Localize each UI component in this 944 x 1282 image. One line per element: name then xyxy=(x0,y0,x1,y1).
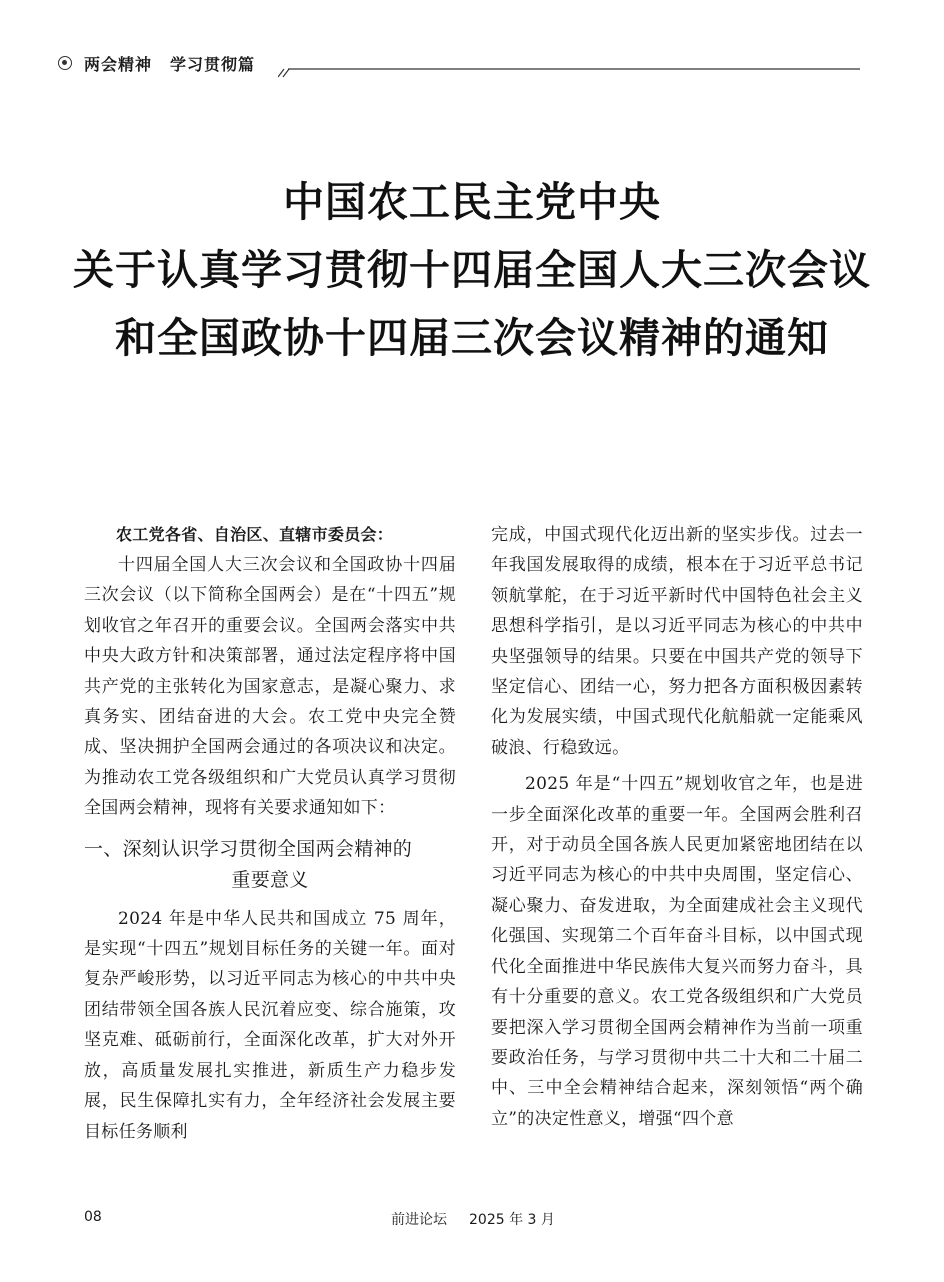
header-label xyxy=(84,52,255,75)
title-line-2: 关于认真学习贯彻十四届全国人大三次会议 xyxy=(73,246,871,294)
title-line-3: 和全国政协十四届三次会议精神的通知 xyxy=(115,314,829,362)
left-column xyxy=(84,520,456,1147)
paragraph-2024: 2024 年是中华人民共和国成立 75 周年，是实现“十四五”规划目标任务的关键一年。面对复杂严峻形势，以习近平同志为核心的中共中央团结带领全国各族人民沉着应变、综合施策，攻坚克难、砥砺前行，全面深化改革，扩大对外开放，高质量发展扎实推进，新质生产力稳步发展，民生保障扎实有力，全年经济社会发展主要目标任务顺利 xyxy=(84,908,456,1142)
page-footer xyxy=(0,1209,944,1229)
publication-date: 2025 年 3 月 xyxy=(469,1212,555,1228)
paragraph-2024-continued: 完成，中国式现代化迈出新的坚实步伐。过去一年我国发展取得的成绩，根本在于习近平总书记领航掌舵，在于习近平新时代中国特色社会主义思想科学指引，是以习近平同志为核心的中共中央坚强领导的结果。只要在中国共产党的领导下坚定信心、团结一心，努力把各方面积极因素转化为发展实绩，中国式现代化航船就一定能乘风破浪、行稳致远。 xyxy=(491,525,863,758)
salutation: 农工党各省、自治区、直辖市委员会： xyxy=(116,525,394,544)
publication-info xyxy=(391,1209,555,1229)
section-heading-1 xyxy=(84,834,456,896)
page-number: 08 xyxy=(84,1209,102,1225)
publication-name: 前进论坛 xyxy=(391,1212,447,1228)
header-rule xyxy=(278,58,860,82)
title-line-1: 中国农工民主党中央 xyxy=(283,178,661,226)
running-header xyxy=(56,50,860,80)
section-heading-line-1: 一、深刻认识学习贯彻全国两会精神的 xyxy=(84,837,413,860)
header-section: 学习贯彻篇 xyxy=(170,55,256,74)
right-column xyxy=(491,520,863,1134)
paragraph-2025: 2025 年是“十四五”规划收官之年，也是进一步全面深化改革的重要一年。全国两会胜利召开，对于动员全国各族人民更加紧密地团结在以习近平同志为核心的中共中央周围，坚定信心、凝心聚力、奋发进取，为全面建成社会主义现代化强国、实现第二个百年奋斗目标，以中国式现代化全面推进中华民族伟大复兴而努力奋斗，具有十分重要的意义。农工党各级组织和广大党员要把深入学习贯彻全国两会精神作为当前一项重要政治任务，与学习贯彻中共二十大和二十届二中、三中全会精神结合起来，深刻领悟“两个确立”的决定性意义，增强“四个意 xyxy=(491,774,863,1129)
target-circle-icon xyxy=(58,56,72,70)
paragraph-intro: 十四届全国人大三次会议和全国政协十四届三次会议（以下简称全国两会）是在“十四五”规划收官之年召开的重要会议。全国两会落实中共中央大政方针和决策部署，通过法定程序将中国共产党的主张转化为国家意志，是凝心聚力、求真务实、团结奋进的大会。农工党中央完全赞成、坚决拥护全国两会通过的各项决议和决定。为推动农工党各级组织和广大党员认真学习贯彻全国两会精神，现将有关要求通知如下： xyxy=(84,555,456,819)
article-title xyxy=(40,168,904,372)
section-heading-line-2: 重要意义 xyxy=(231,868,309,891)
header-column: 两会精神 xyxy=(84,55,153,74)
